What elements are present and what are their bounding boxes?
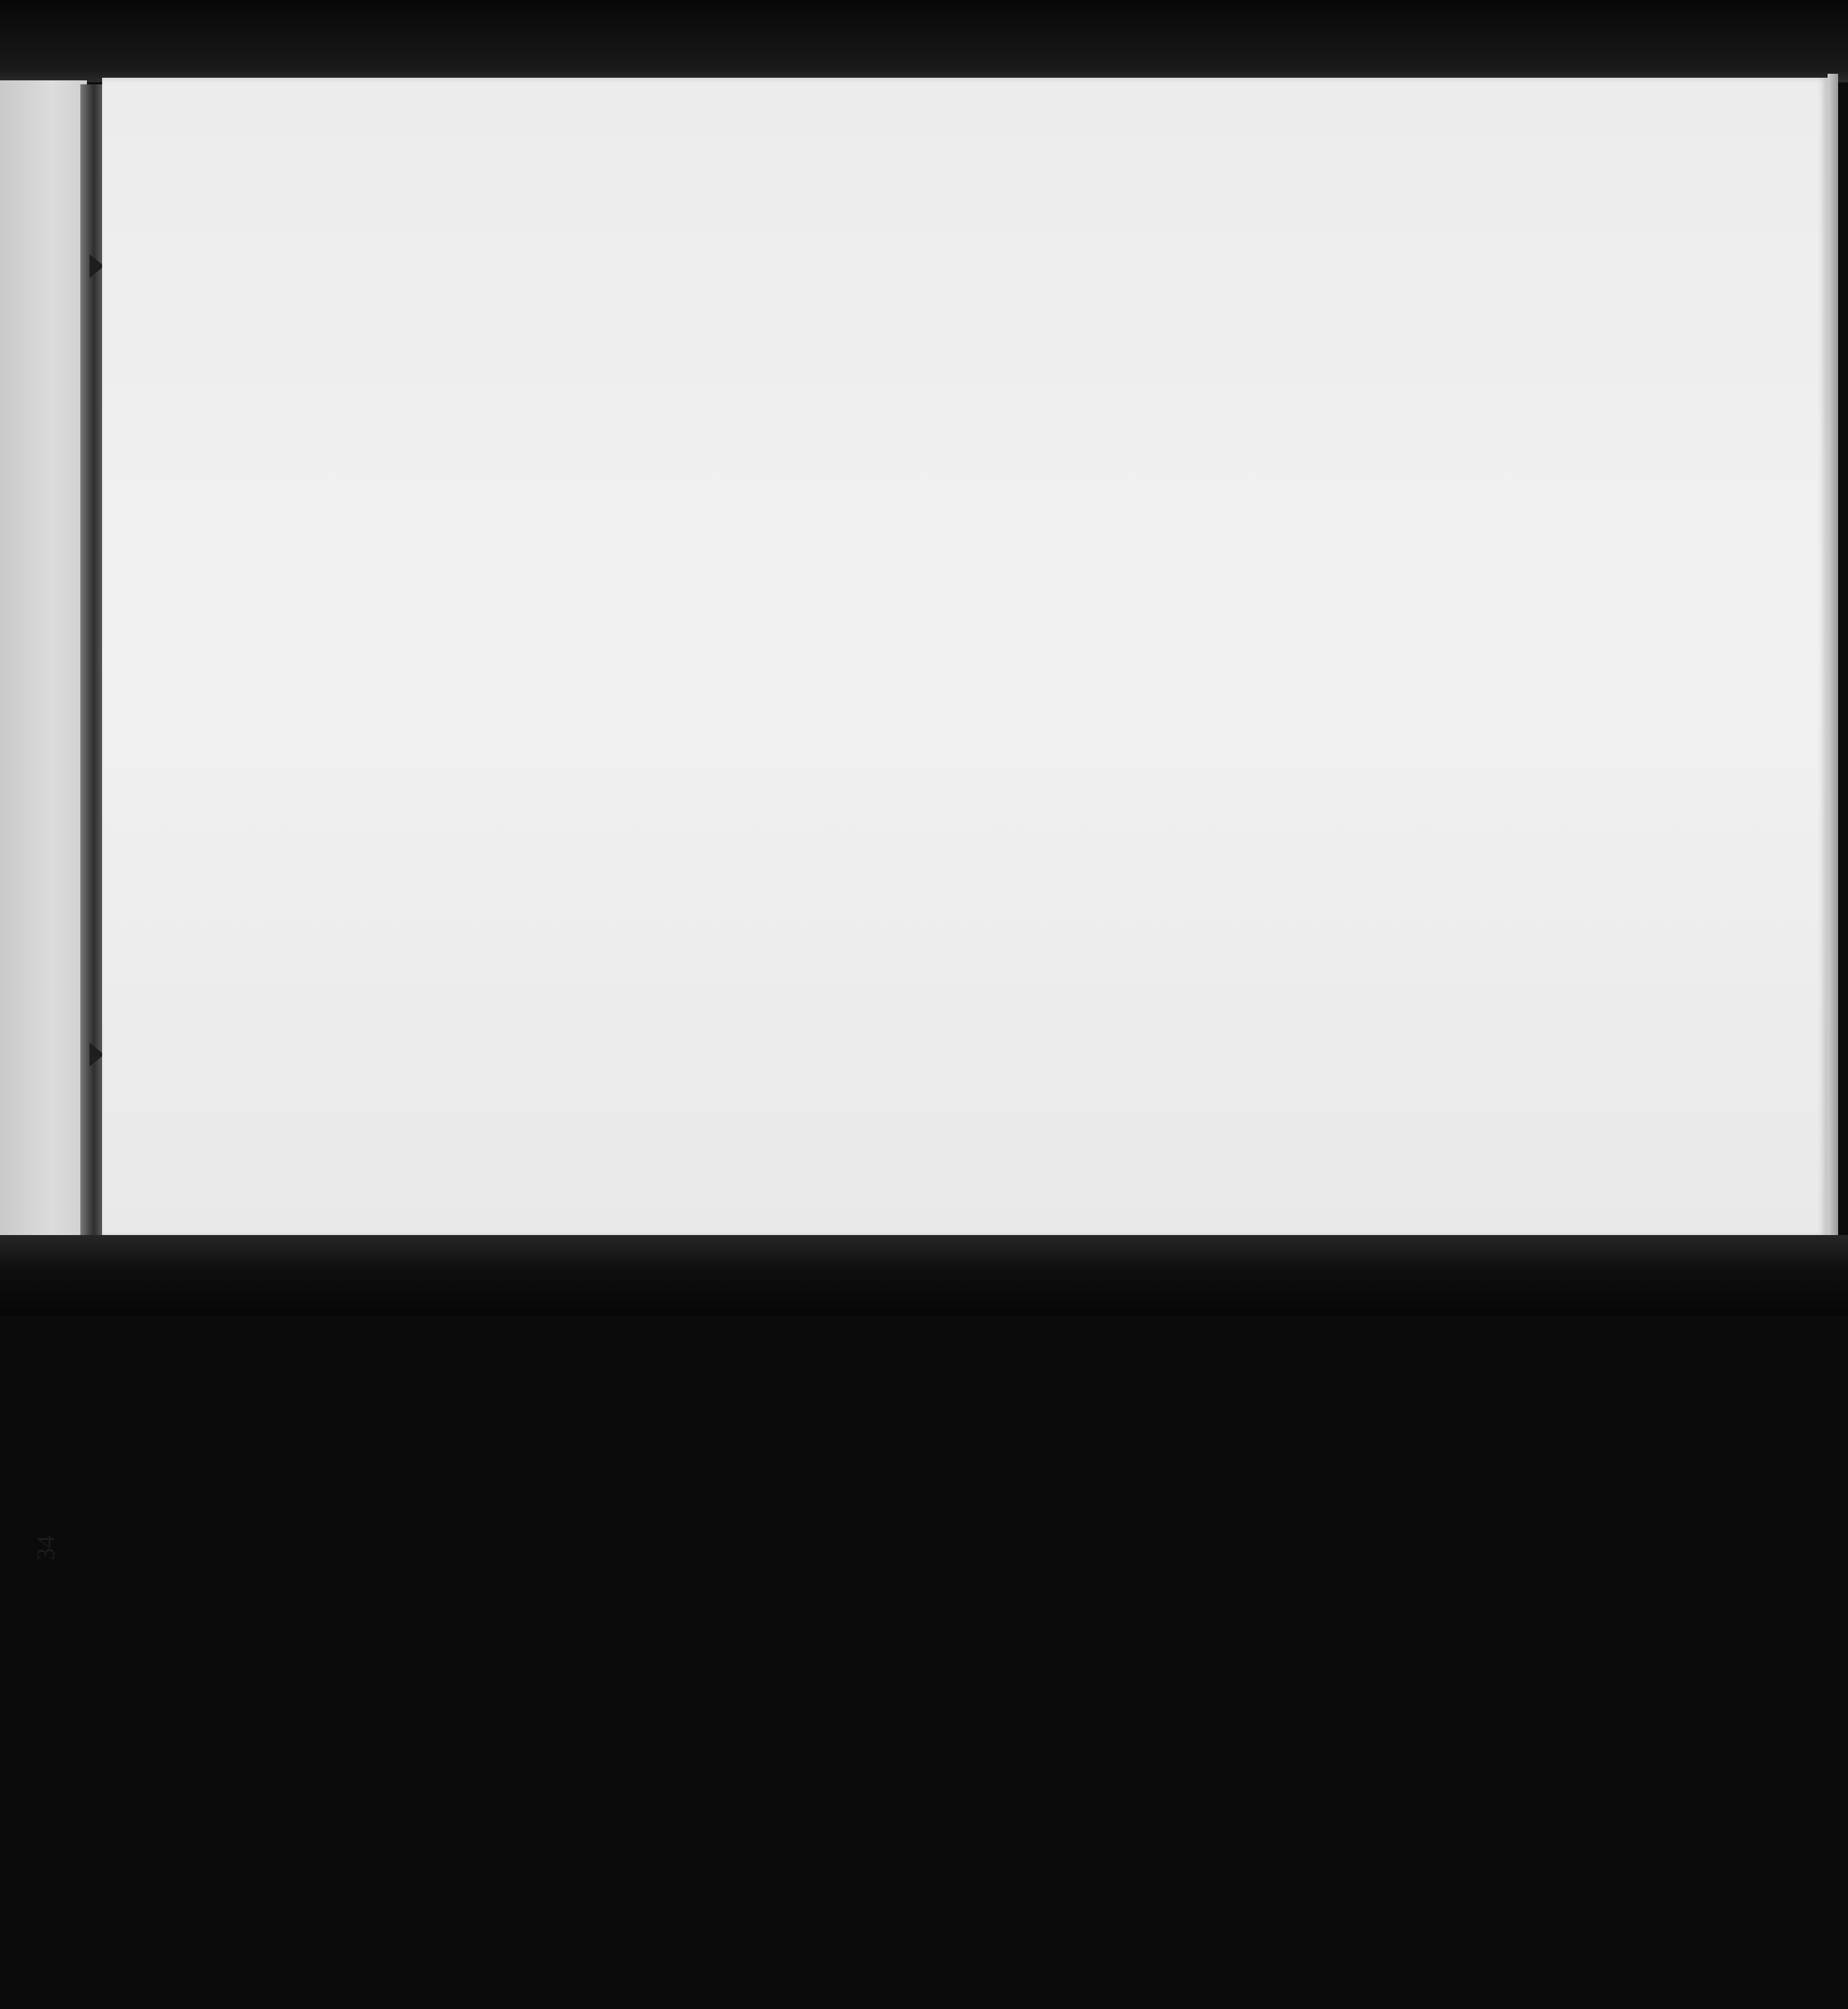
page-text-block <box>0 1087 181 2009</box>
scanner-background-bottom <box>0 1235 1848 1315</box>
left-page-edge <box>0 80 87 1238</box>
scanner-background-top <box>0 0 1848 82</box>
book-page <box>102 78 1828 1237</box>
page-number: 34 <box>32 1535 60 1560</box>
rotated-page-text <box>0 1087 181 2009</box>
page-right-edge <box>1828 74 1838 1240</box>
book-spine <box>80 84 103 1238</box>
